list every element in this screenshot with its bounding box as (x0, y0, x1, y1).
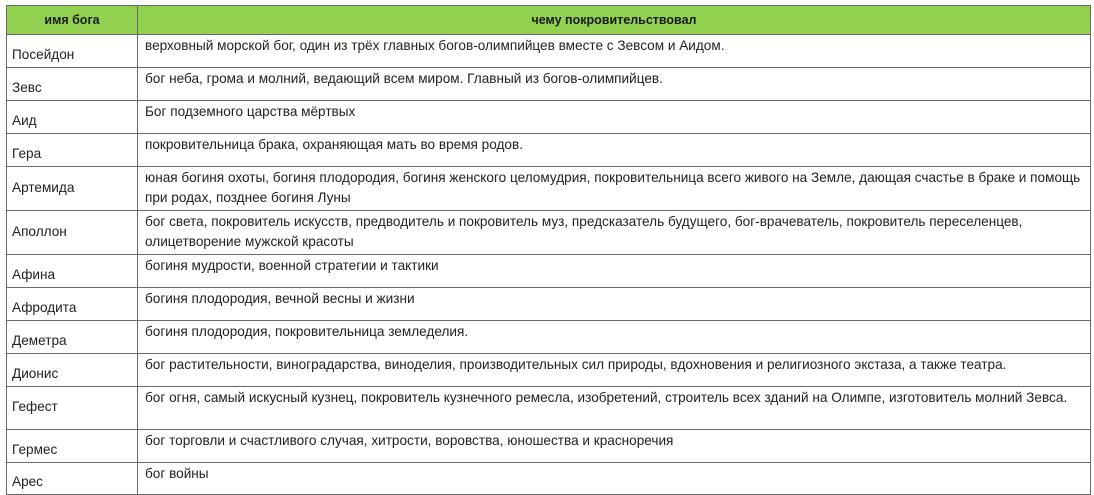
table-row (7, 288, 1091, 321)
god-patronage: бог растительности, виноградарства, виноделия, производительных сил природы, вдохновения и религиозного экстаза, а также театра. (138, 354, 1091, 387)
table-row (7, 354, 1091, 387)
god-patronage: Бог подземного царства мёртвых (138, 101, 1091, 134)
god-name: Арес (7, 463, 138, 495)
table-row (7, 35, 1091, 68)
god-patronage: юная богиня охоты, богиня плодородия, богиня женского целомудрия, покровительница всего живого на Земле, дающая счастье в браке и помощь при родах, позднее богиня Луны (138, 167, 1091, 211)
god-name: Артемида (7, 167, 138, 211)
god-name: Зевс (7, 68, 138, 101)
header-name: имя бога (7, 6, 138, 35)
gods-table (6, 5, 1091, 495)
god-patronage: покровительница брака, охраняющая мать во время родов. (138, 134, 1091, 167)
god-patronage: бог неба, грома и молний, ведающий всем миром. Главный из богов-олимпийцев. (138, 68, 1091, 101)
god-name: Посейдон (7, 35, 138, 68)
table-row (7, 430, 1091, 463)
table-row (7, 101, 1091, 134)
god-patronage: бог огня, самый искусный кузнец, покровитель кузнечного ремесла, изобретений, строитель всех зданий на Олимпе, изготовитель молний Зевса. (138, 387, 1091, 430)
table-row (7, 134, 1091, 167)
header-patronage: чему покровительствовал (138, 6, 1091, 35)
table-row (7, 463, 1091, 495)
god-patronage: богиня плодородия, покровительница земледелия. (138, 321, 1091, 354)
table-row (7, 255, 1091, 288)
gods-table-container (6, 5, 1090, 495)
table-row (7, 387, 1091, 430)
god-name: Аид (7, 101, 138, 134)
god-name: Афродита (7, 288, 138, 321)
header-row (7, 6, 1091, 35)
god-name: Аполлон (7, 211, 138, 255)
table-row (7, 321, 1091, 354)
god-patronage: богиня мудрости, военной стратегии и тактики (138, 255, 1091, 288)
table-row (7, 68, 1091, 101)
god-patronage: бог света, покровитель искусств, предводитель и покровитель муз, предсказатель будущего, бог-врачеватель, покровитель переселенцев, олицетворение мужской красоты (138, 211, 1091, 255)
table-row (7, 167, 1091, 211)
god-patronage: верховный морской бог, один из трёх главных богов-олимпийцев вместе с Зевсом и Аидом. (138, 35, 1091, 68)
god-name: Афина (7, 255, 138, 288)
god-name: Деметра (7, 321, 138, 354)
god-name: Гефест (7, 387, 138, 430)
god-name: Дионис (7, 354, 138, 387)
god-patronage: богиня плодородия, вечной весны и жизни (138, 288, 1091, 321)
god-name: Гера (7, 134, 138, 167)
god-name: Гермес (7, 430, 138, 463)
god-patronage: бог торговли и счастливого случая, хитрости, воровства, юношества и красноречия (138, 430, 1091, 463)
god-patronage: бог войны (138, 463, 1091, 495)
table-row (7, 211, 1091, 255)
